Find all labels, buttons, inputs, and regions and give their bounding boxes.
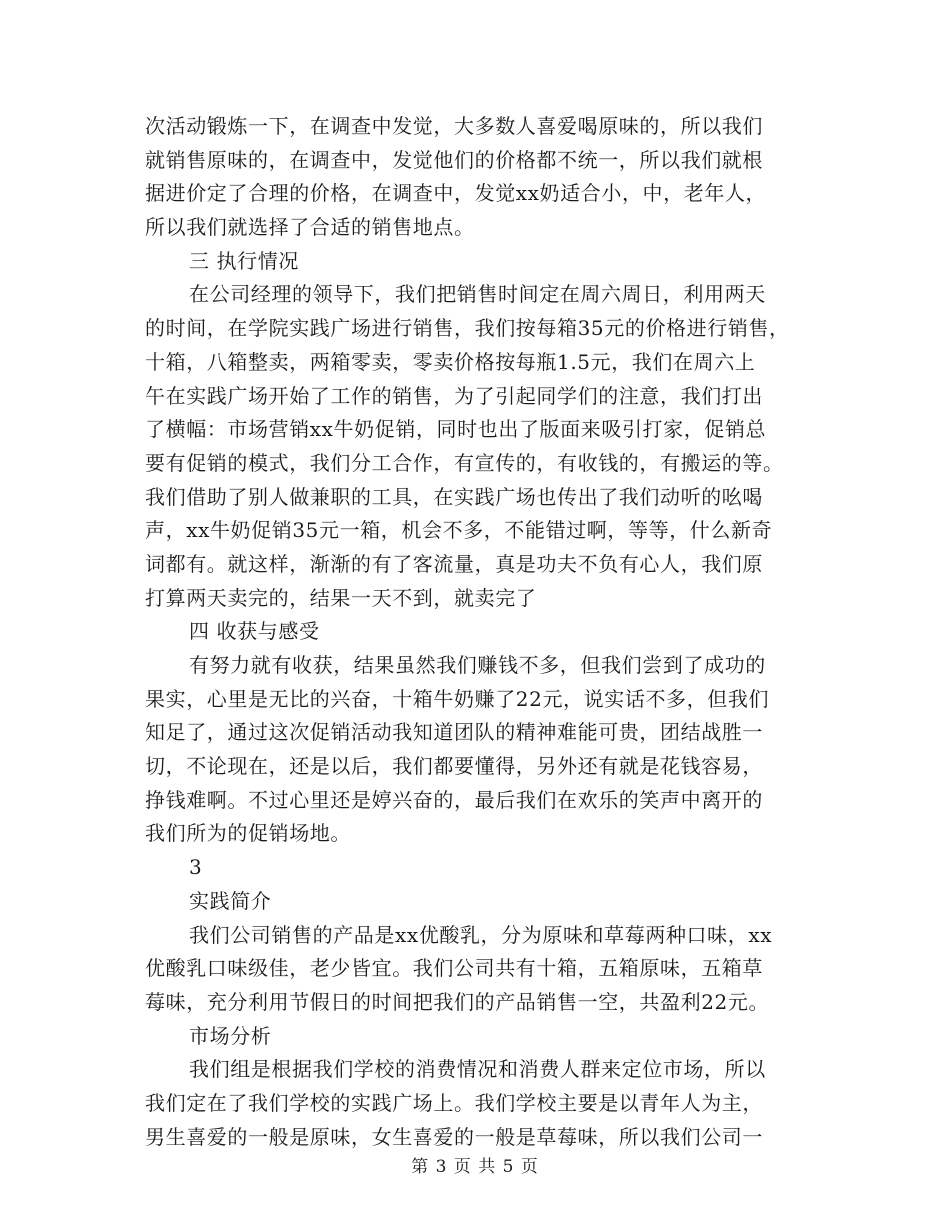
text-line: 我们定在了我们学校的实践广场上。我们学校主要是以青年人为主， <box>145 1090 763 1115</box>
text-line: 果实，心里是无比的兴奋，十箱牛奶赚了22元，说实话不多，但我们 <box>145 686 770 711</box>
text-line: 市场分析 <box>189 1023 272 1048</box>
text-line: 挣钱难啊。不过心里还是婷兴奋的，最后我们在欢乐的笑声中离开的 <box>145 787 763 812</box>
text-line: 声，xx牛奶促销35元一箱，机会不多，不能错过啊，等等，什么新奇 <box>145 518 773 543</box>
text-line: 我们组是根据我们学校的消费情况和消费人群来定位市场，所以 <box>189 1057 766 1082</box>
text-line: 在公司经理的领导下，我们把销售时间定在周六周日，利用两天 <box>189 282 766 307</box>
text-line: 有努力就有收获，结果虽然我们赚钱不多，但我们尝到了成功的 <box>189 653 766 677</box>
text-line: 的时间，在学院实践广场进行销售，我们按每箱35元的价格进行销售， <box>145 316 790 341</box>
text-line: 午在实践广场开始了工作的销售，为了引起同学们的注意，我们打出 <box>145 383 763 408</box>
text-line: 次活动锻炼一下，在调查中发觉，大多数人喜爱喝原味的，所以我们 <box>145 114 763 138</box>
text-line: 3 <box>189 855 203 880</box>
text-line: 男生喜爱的一般是原味，女生喜爱的一般是草莓味，所以我们公司一 <box>145 1124 763 1149</box>
text-line: 打算两天卖完的，结果一天不到，就卖完了 <box>145 585 537 610</box>
text-line: 四 收获与感受 <box>189 619 320 644</box>
body-text <box>145 110 815 1154</box>
text-line: 十箱，八箱整卖，两箱零卖，零卖价格按每瓶1.5元，我们在周六上 <box>145 349 756 374</box>
text-line: 切，不论现在，还是以后，我们都要懂得，另外还有就是花钱容易， <box>145 754 763 779</box>
text-line: 我们公司销售的产品是xx优酸乳，分为原味和草莓两种口味，xx <box>189 922 773 947</box>
text-line: 就销售原味的，在调查中，发觉他们的价格都不统一，所以我们就根 <box>145 147 763 172</box>
text-line: 词都有。就这样，渐渐的有了客流量，真是功夫不负有心人，我们原 <box>145 551 763 576</box>
text-line: 要有促销的模式，我们分工合作，有宣传的，有收钱的，有搬运的等。 <box>145 450 784 475</box>
text-line: 实践简介 <box>189 888 272 913</box>
text-line: 了横幅：市场营销xx牛奶促销，同时也出了版面来吸引打家，促销总 <box>145 417 767 442</box>
text-line: 知足了，通过这次促销活动我知道团队的精神难能可贵，团结战胜一 <box>145 720 763 745</box>
text-line: 据进价定了合理的价格，在调查中，发觉xx奶适合小，中，老年人， <box>145 181 767 206</box>
page-footer: 第 3 页 共 5 页 <box>411 1157 539 1177</box>
text-line: 三 执行情况 <box>189 248 299 273</box>
text-line: 我们所为的促销场地。 <box>145 821 351 846</box>
text-line: 优酸乳口味级佳，老少皆宜。我们公司共有十箱，五箱原味，五箱草 <box>145 956 763 981</box>
text-line: 莓味，充分利用节假日的时间把我们的产品销售一空，共盈利22元。 <box>145 989 770 1014</box>
text-line: 所以我们就选择了合适的销售地点。 <box>145 215 475 240</box>
text-line: 我们借助了别人做兼职的工具，在实践广场也传出了我们动听的吆喝 <box>145 484 763 509</box>
